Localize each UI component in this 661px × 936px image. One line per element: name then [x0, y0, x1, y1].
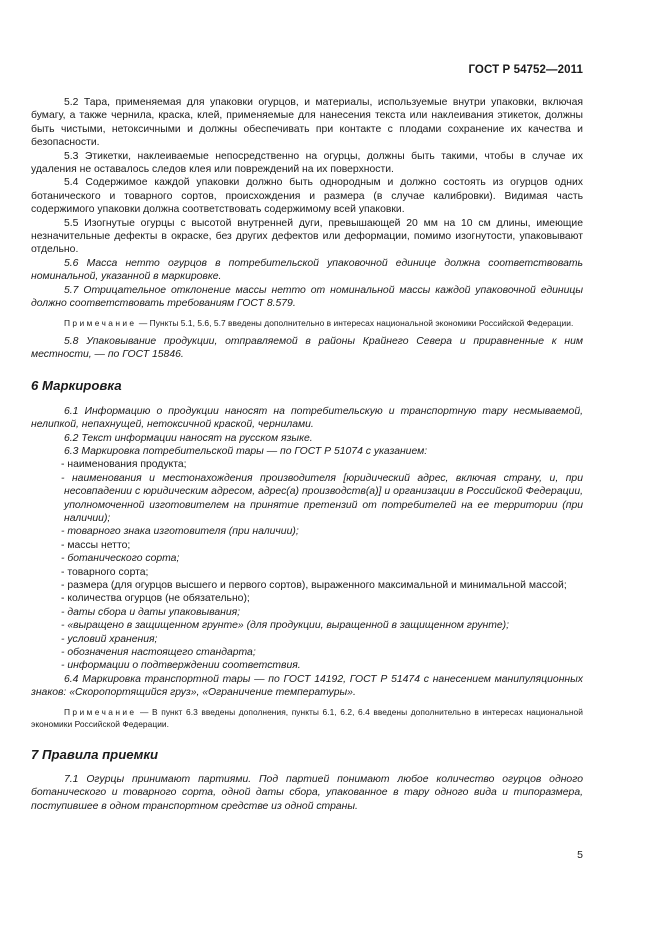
list-item: - условий хранения;	[61, 633, 158, 645]
section-heading-6: 6 Маркировка	[31, 378, 122, 394]
list-item: - наименования и местонахождения производителя [юридический адрес, включая страну, и, при несовпадении с юридическим адресом, адрес(а) производств(а)] и организации в Российской Федерации, уполномоченной изготовителем на принятие претензий от потребителей на ее территории (при наличии);	[61, 472, 583, 524]
list-item: - массы нетто;	[61, 539, 131, 551]
paragraph-5-5: 5.5 Изогнутые огурцы с высотой внутренней дуги, превышающей 20 мм на 10 см длины, имеющие незначительные дефекты в окраске, без других дефектов или деформации, помимо изогнутости, упаковывают отдельно.	[31, 217, 583, 256]
list-item: - даты сбора и даты упаковывания;	[61, 606, 241, 618]
list-item: - «выращено в защищенном грунте» (для продукции, выращенной в защищенном грунте);	[61, 620, 510, 632]
note-label: Примечание	[64, 706, 137, 717]
paragraph-5-2: 5.2 Тара, применяемая для упаковки огурцов, и материалы, используемые внутри упаковки, включая бумагу, а также чернила, краска, клей, применяемые для нанесения текста или наклеивания этикеток, должны быть чистыми, нетоксичными и должны обеспечивать при контакте с плодами сохранение их качества и безопасности.	[31, 97, 583, 149]
paragraph-5-7: 5.7 Отрицательное отклонение массы нетто от номинальной массы каждой упаковочной единицы должно соответствовать требованиям ГОСТ 8.579.	[31, 284, 583, 310]
paragraph-6-2: 6.2 Текст информации наносят на русском языке.	[64, 432, 313, 444]
paragraph-5-6: 5.6 Масса нетто огурцов в потребительской упаковочной единице должна соответствовать номинальной, указанной в маркировке.	[31, 257, 583, 283]
document-header: ГОСТ Р 54752—2011	[468, 64, 583, 76]
list-item: - ботанического сорта;	[61, 553, 180, 565]
page-number: 5	[577, 849, 583, 861]
note-2	[31, 706, 583, 730]
list-item: - наименования продукта;	[61, 459, 187, 471]
list-item: - обозначения настоящего стандарта;	[61, 647, 256, 659]
note-1	[31, 317, 583, 329]
list-item: - информации о подтверждении соответствия.	[61, 660, 301, 672]
section-heading-7: 7 Правила приемки	[31, 746, 159, 762]
paragraph-5-4: 5.4 Содержимое каждой упаковки должно быть однородным и должно состоять из огурцов одних ботанического и товарного сортов, происхождения и размера (в случае калибровки). Видимая часть содержимого упаковки должна соответствовать содержимому всей упаковки.	[31, 177, 583, 216]
paragraph-5-8: 5.8 Упаковывание продукции, отправляемой в районы Крайнего Севера и приравненные к ним местности, — по ГОСТ 15846.	[31, 335, 583, 360]
note-text: — Пункты 5.1, 5.6, 5.7 введены дополнительно в интересах национальной экономики Российской Федерации.	[138, 317, 574, 328]
paragraph-5-3: 5.3 Этикетки, наклеиваемые непосредственно на огурцы, должны быть такими, чтобы в случае их удаления не оставалось следов клея или повреждений на их поверхности.	[31, 150, 583, 176]
paragraph-6-3: 6.3 Маркировка потребительской тары — по ГОСТ Р 51074 с указанием:	[64, 445, 428, 457]
paragraph-7-1: 7.1 Огурцы принимают партиями. Под партией понимают любое количество огурцов одного ботанического и товарного сорта, одной даты сбора, упакованное в тару одного вида и типоразмера, поступившее в одном транспортном средстве из одной страны.	[31, 774, 583, 812]
list-item: - размера (для огурцов высшего и первого сортов), выраженного максимальной и минимальной массой;	[61, 580, 567, 591]
list-item: - товарного сорта;	[61, 566, 149, 578]
list-item: - количества огурцов (не обязательно);	[61, 593, 250, 605]
list-item: - товарного знака изготовителя (при наличии);	[61, 526, 299, 538]
document-body	[31, 96, 583, 813]
note-label: Примечание	[64, 317, 137, 328]
note-text: — В пункт 6.3 введены дополнения, пункты 6.1, 6.2, 6.4 введены дополнительно в интересах национальной экономики Российской Федерации.	[31, 706, 583, 729]
paragraph-6-4: 6.4 Маркировка транспортной тары — по ГОСТ 14192, ГОСТ Р 51474 с нанесением манипуляционных знаков: «Скоропортящийся груз», «Ограничение температуры».	[31, 673, 583, 699]
paragraph-6-1: 6.1 Информацию о продукции наносят на потребительскую и транспортную тару несмываемой, нелипкой, непахнущей, нетоксичной краской, чернилами.	[31, 405, 583, 431]
